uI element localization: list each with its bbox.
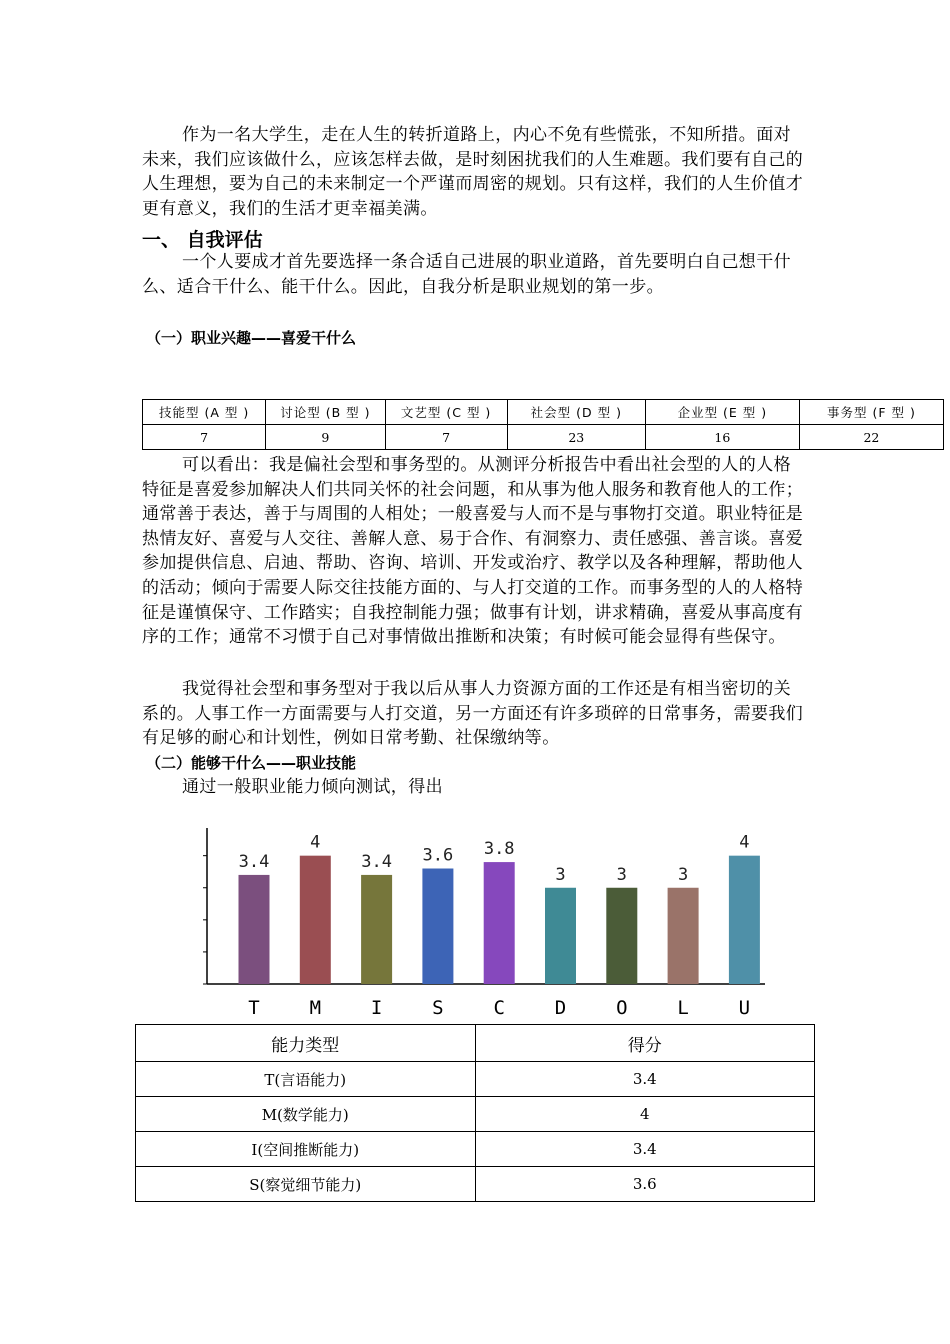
table-row xyxy=(136,1132,815,1167)
table-row xyxy=(136,1097,815,1132)
data-label: 3.4 xyxy=(238,851,270,872)
table-cell: 3.4 xyxy=(475,1132,815,1167)
ability-bar-chart xyxy=(190,820,780,1025)
data-label: 3 xyxy=(555,864,566,885)
bar-O xyxy=(606,888,637,984)
table-header-cell: 社会型 (D 型 ) xyxy=(507,400,645,425)
x-tick-label: S xyxy=(432,997,444,1019)
table-cell: S(察觉细节能力) xyxy=(136,1167,476,1202)
x-tick-label: O xyxy=(616,997,628,1019)
table-cell: 3.6 xyxy=(475,1167,815,1202)
x-tick-label: T xyxy=(248,997,260,1019)
data-label: 4 xyxy=(739,832,750,853)
table-cell: 3.4 xyxy=(475,1062,815,1097)
table-header-cell: 文艺型 (C 型 ) xyxy=(385,400,507,425)
data-label: 3.8 xyxy=(483,839,515,860)
bar-T xyxy=(239,875,270,984)
bar-D xyxy=(545,888,576,984)
subheading-career-skills: （二）能够干什么——职业技能 xyxy=(146,754,357,772)
data-label: 3 xyxy=(677,864,689,885)
table-row xyxy=(136,1062,815,1097)
bar-M xyxy=(300,856,331,984)
table-cell: 23 xyxy=(507,425,645,450)
self-assessment-paragraph: 一个人要成才首先要选择一条合适自己进展的职业道路，首先要明白自己想干什么、适合干什么、能干什么。因此，自我分析是职业规划的第一步。 xyxy=(142,252,791,297)
table-cell: 22 xyxy=(799,425,943,450)
table-header-cell: 事务型 (F 型 ) xyxy=(799,400,943,425)
table-cell: 9 xyxy=(266,425,385,450)
table-row xyxy=(143,425,944,450)
section-heading-self-assessment: 一、 自我评估 xyxy=(142,229,263,251)
x-tick-label: M xyxy=(309,997,322,1019)
skills-test-paragraph: 通过一般职业能力倾向测试，得出 xyxy=(182,777,443,797)
bar-S xyxy=(422,869,453,985)
interest-analysis-paragraph: 可以看出：我是偏社会型和事务型的。从测评分析报告中看出社会型的人的人格特征是喜爱参加解决人们共同关怀的社会问题，和从事为他人服务和教育他人的工作；通常善于表达，善于与周围的人相处；一般喜爱与人而不是与事物打交道。职业特征是热情友好、喜爱与人交往、善解人意、易于合作、有洞察力、责任感强、善言谈。喜爱参加提供信息、启迪、帮助、咨询、培训、开发或治疗、教学以及各种理解，帮助他人的活动；倾向于需要人际交往技能方面的、与人打交道的工作。而事务型的人的人格特征是谨慎保守、工作踏实；自我控制能力强；做事有计划，讲求精确，喜爱从事高度有序的工作；通常不习惯于自己对事情做出推断和决策；有时候可能会显得有些保守。 xyxy=(142,455,804,648)
ability-score-table xyxy=(135,1024,815,1202)
table-header-cell: 讨论型 (B 型 ) xyxy=(266,400,385,425)
table-header-row xyxy=(136,1025,815,1062)
x-tick-label: I xyxy=(370,997,383,1019)
table-header-row xyxy=(143,400,944,425)
bar-C xyxy=(484,862,515,984)
table-cell: 4 xyxy=(475,1097,815,1132)
intro-paragraph: 作为一名大学生，走在人生的转折道路上，内心不免有些慌张，不知所措。面对未来，我们应该做什么，应该怎样去做，是时刻困扰我们的人生难题。我们要有自己的人生理想，要为自己的未来制定一个严谨而周密的规划。只有这样，我们的人生价值才更有意义，我们的生活才更幸福美满。 xyxy=(142,125,804,219)
data-label: 3 xyxy=(616,864,627,885)
table-header-cell: 能力类型 xyxy=(136,1025,476,1062)
data-label: 3.4 xyxy=(361,851,392,872)
x-tick-label: L xyxy=(677,997,689,1019)
bar-I xyxy=(361,875,392,984)
table-header-cell: 企业型 (E 型 ) xyxy=(645,400,799,425)
subheading-career-interest: （一）职业兴趣——喜爱干什么 xyxy=(146,329,357,347)
x-tick-label: U xyxy=(738,997,751,1019)
table-cell: 7 xyxy=(385,425,507,450)
table-cell: T(言语能力) xyxy=(136,1062,476,1097)
table-row xyxy=(136,1167,815,1202)
table-header-cell: 技能型 (A 型 ) xyxy=(143,400,266,425)
table-cell: M(数学能力) xyxy=(136,1097,476,1132)
data-label: 3.6 xyxy=(422,845,454,866)
table-cell: 7 xyxy=(143,425,266,450)
data-label: 4 xyxy=(310,832,321,853)
bar-U xyxy=(729,856,760,984)
interest-score-table xyxy=(142,399,944,450)
x-tick-label: C xyxy=(493,997,505,1019)
table-header-cell: 得分 xyxy=(475,1025,815,1062)
x-tick-label: D xyxy=(554,997,567,1019)
table-cell: 16 xyxy=(645,425,799,450)
hr-relation-paragraph: 我觉得社会型和事务型对于我以后从事人力资源方面的工作还是有相当密切的关系的。人事工作一方面需要与人打交道，另一方面还有许多琐碎的日常事务，需要我们有足够的耐心和计划性，例如日常考勤、社保缴纳等。 xyxy=(142,679,804,749)
bar-L xyxy=(668,888,699,984)
table-cell: I(空间推断能力) xyxy=(136,1132,476,1167)
